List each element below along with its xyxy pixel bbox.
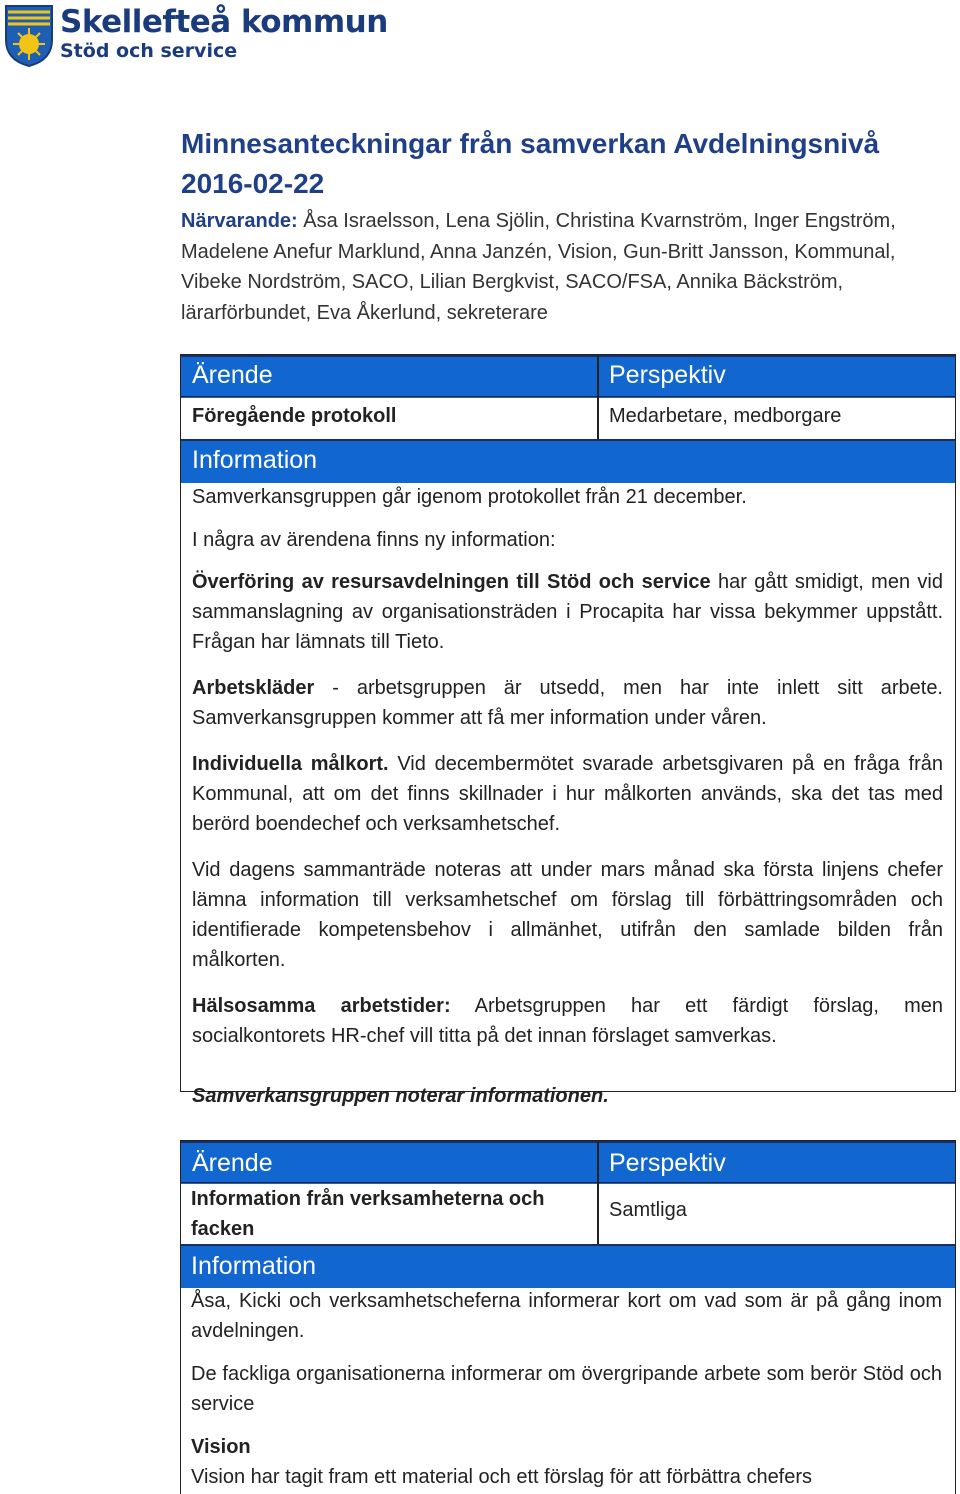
section1-arende-value: Föregående protokoll [192, 405, 397, 427]
section1-perspektiv-header: Perspektiv [598, 355, 955, 398]
section2-para-4: Vision har tagit fram ett material och ett förslag för att förbättra chefers [191, 1466, 813, 1488]
attendees [181, 206, 941, 328]
section2-perspektiv-header: Perspektiv [598, 1141, 955, 1184]
section2-arende-value: Information från verksamheterna och facken [191, 1188, 545, 1240]
coat-of-arms-icon [4, 4, 54, 68]
section1-col-divider [597, 355, 599, 439]
section1-para-6: Vid dagens sammanträde noteras att under mars månad ska första linjens chefer lämna information till verksamhetschef om förslag till förbättringsområden och identifierade kompetensbehov i allmänhet, utifrån den samlade bilden från målkorten. [192, 859, 943, 971]
section1-para-7: Hälsosamma arbetstider: Arbetsgruppen har ett färdigt förslag, men socialkontorets HR-chef vill titta på det innan förslaget samverkas. [192, 995, 943, 1047]
section1-para-3: Överföring av resursavdelningen till Stöd och service har gått smidigt, men vid sammanslagning av organisationsträden i Procapita har vissa bekymmer uppstått. Frågan har lämnats till Tieto. [192, 571, 943, 653]
logo-subtitle: Stöd och service [60, 40, 238, 62]
section2-information-header: Information [181, 1244, 955, 1288]
section1-perspektiv-value: Medarbetare, medborgare [609, 405, 842, 427]
section1-para-5: Individuella målkort. Vid decembermötet svarade arbetsgivaren på en fråga från Kommunal, att om det finns skillnader i hur målkorten används, ska det tas med berörd boendechef och verksamhetschef. [192, 753, 943, 835]
attendees-label: Närvarande: [181, 210, 298, 232]
section2-para-2: De fackliga organisationerna informerar om övergripande arbete som berör Stöd och service [191, 1363, 942, 1415]
title-line-1: Minnesanteckningar från samverkan Avdelningsnivå [181, 128, 880, 159]
section2-arende-header: Ärende [181, 1141, 597, 1184]
section1-row-divider [181, 396, 955, 397]
municipality-logo [4, 4, 388, 68]
section2-vision-label: Vision [191, 1436, 251, 1458]
section2-para-1: Åsa, Kicki och verksamhetscheferna informerar kort om vad som är på gång inom avdelningen. [191, 1290, 942, 1342]
section1-para-2: I några av ärendena finns ny information: [192, 529, 556, 551]
section1-decision: Samverkansgruppen noterar informationen. [192, 1085, 609, 1107]
section1-para-1: Samverkansgruppen går igenom protokollet från 21 december. [192, 486, 747, 508]
logo-name: Skellefteå kommun [60, 4, 388, 40]
section1-information-header: Information [181, 439, 955, 483]
attendees-list: Åsa Israelsson, Lena Sjölin, Christina Kvarnström, Inger Engström, Madelene Anefur Marklund, Anna Janzén, Vision, Gun-Britt Jansson, Kommunal, Vibeke Nordström, SACO, Lilian Bergkvist, SACO/FSA, Annika Bäckström, lärarförbundet, Eva Åkerlund, sekreterare [181, 210, 896, 324]
section2-perspektiv-value: Samtliga [609, 1199, 687, 1221]
title-date: 2016-02-22 [181, 168, 325, 199]
document-title [181, 124, 879, 204]
section2-row-divider [181, 1182, 955, 1183]
section1-arende-header: Ärende [181, 355, 597, 398]
section2-col-divider [597, 1141, 599, 1244]
section1-para-4: Arbetskläder - arbetsgruppen är utsedd, men har inte inlett sitt arbete. Samverkansgruppen kommer att få mer information under våren. [192, 677, 943, 729]
